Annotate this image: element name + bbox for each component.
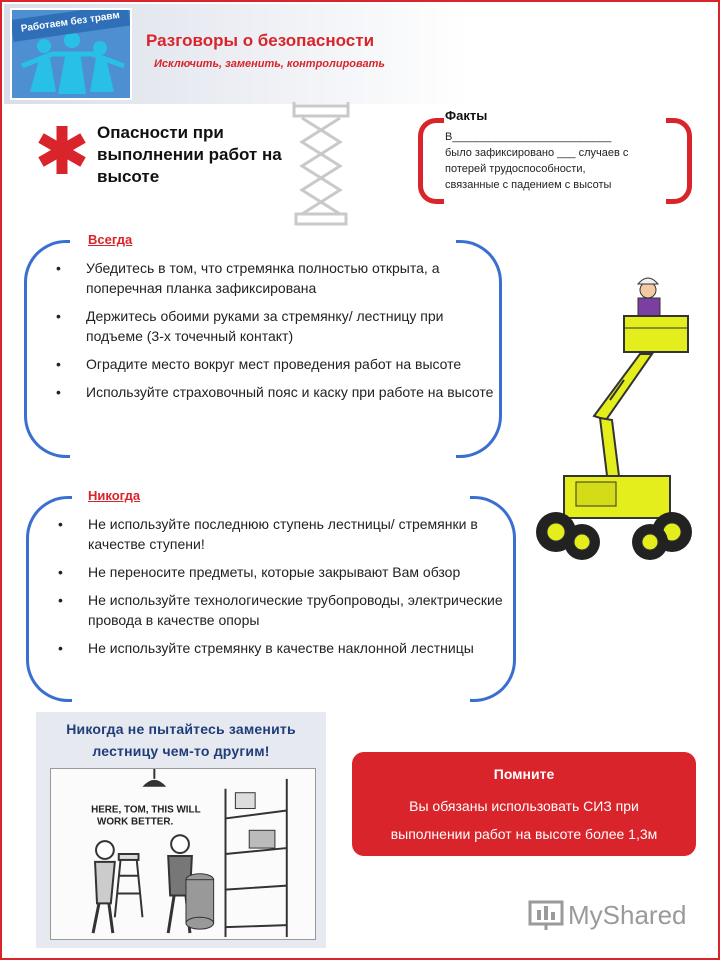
list-item: • Используйте страховочный пояс и каску при работе на высоте — [52, 382, 504, 402]
page-subtitle: Исключить, заменить, контролировать — [154, 58, 385, 70]
scissor-lift-icon — [290, 100, 352, 230]
remember-title: Помните — [493, 766, 555, 782]
asterisk-icon — [36, 124, 88, 176]
facts-line: связанные с падением с высоты — [445, 179, 612, 191]
cartoon-caption-line1: HERE, TOM, THIS WILL — [91, 804, 201, 816]
logo — [10, 8, 132, 100]
remember-box — [352, 752, 696, 856]
cartoon-caption-line2: WORK BETTER. — [97, 816, 174, 828]
facts-bracket-left — [418, 118, 444, 204]
hazard-title: Опасности при выполнении работ на высоте — [97, 123, 282, 186]
remember-text — [352, 792, 696, 848]
remember-line: Вы обязаны использовать СИЗ при — [409, 798, 639, 814]
facts-line: было зафиксировано ___ случаев с — [445, 147, 629, 159]
facts-text — [445, 129, 677, 193]
list-item: • Оградите место вокруг мест проведения работ на высоте — [52, 354, 504, 374]
list-item: • Не используйте последнюю ступень лестницы/ стремянки в качестве ступени! — [54, 514, 510, 554]
watermark-text: MyShared — [568, 900, 687, 930]
facts-title: Факты — [445, 108, 488, 123]
always-list — [52, 258, 504, 410]
facts-line: В__________________________ — [445, 131, 612, 143]
list-item: • Убедитесь в том, что стремянка полностью открыта, а поперечная планка зафиксирована — [52, 258, 504, 298]
list-item: • Не используйте технологические трубопроводы, электрические провода в качестве опоры — [54, 590, 510, 630]
logo-badge: Работаем без травм — [10, 8, 130, 42]
never-list — [54, 514, 510, 666]
aerial-lift-illustration — [520, 270, 710, 570]
never-heading: Никогда — [88, 488, 141, 503]
cartoon-illustration — [50, 768, 316, 940]
always-heading: Всегда — [88, 232, 133, 247]
myshared-logo-icon — [528, 896, 568, 932]
list-item: • Не переносите предметы, которые закрывают Вам обзор — [54, 562, 510, 582]
page-title: Разговоры о безопасности — [146, 31, 375, 50]
list-item: • Не используйте стремянку в качестве наклонной лестницы — [54, 638, 510, 658]
facts-line: потерей трудоспособности, — [445, 163, 586, 175]
remember-line: выполнении работ на высоте более 1,3м — [390, 826, 658, 842]
list-item: • Держитесь обоими руками за стремянку/ лестницу при подъеме (3-х точечный контакт) — [52, 306, 504, 346]
never-replace-text: Никогда не пытайтесь заменить лестницу чем-то другим! — [66, 721, 296, 759]
